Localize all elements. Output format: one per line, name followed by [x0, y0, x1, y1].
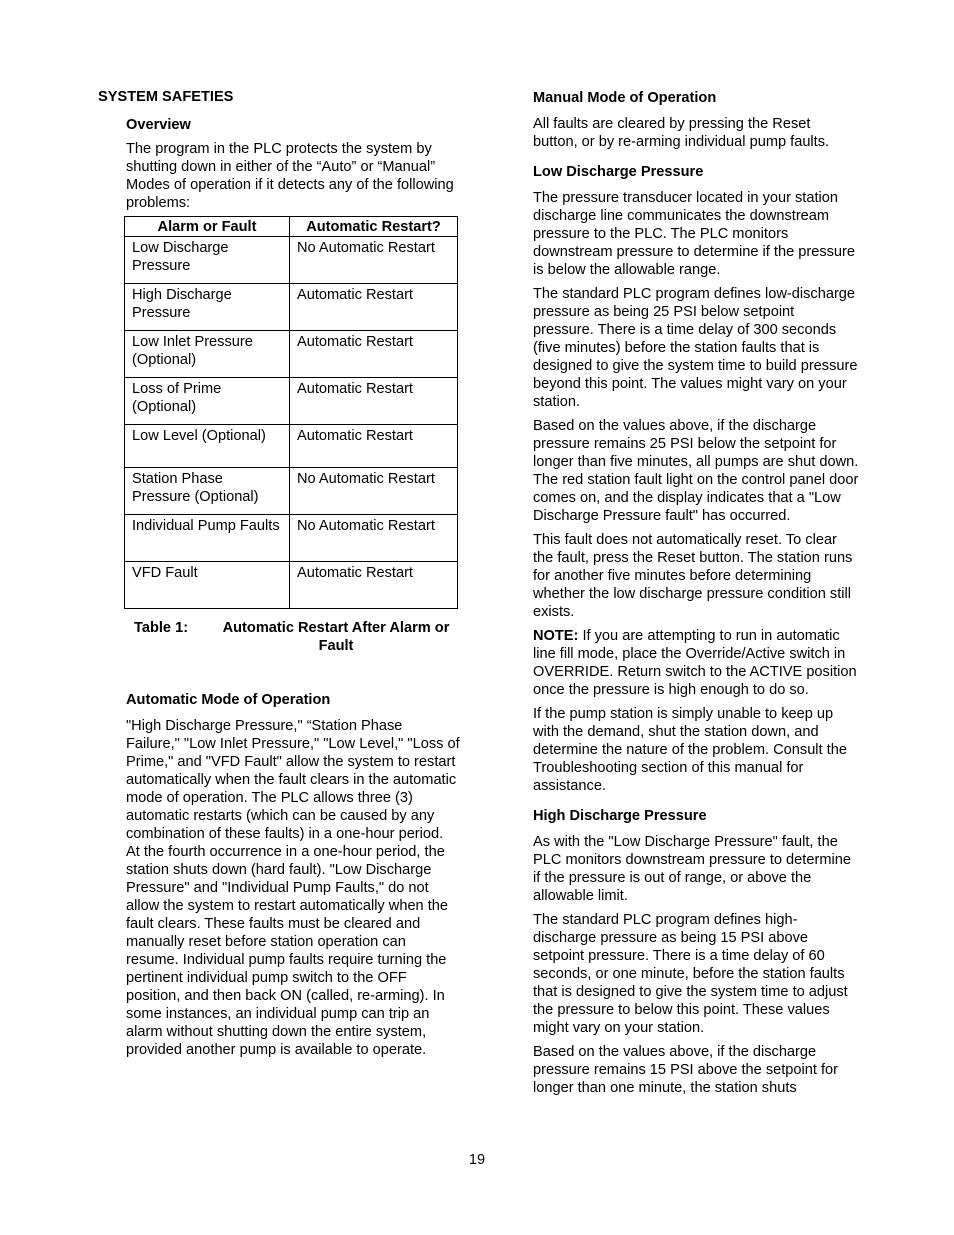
- note-paragraph: [533, 627, 859, 699]
- auto-mode-block: [126, 691, 460, 1059]
- page-number: 19: [468, 1152, 486, 1168]
- section-title: SYSTEM SAFETIES: [98, 89, 234, 105]
- manual-mode-heading: Manual Mode of Operation: [533, 90, 717, 106]
- table-caption-text: Automatic Restart After Alarm or Fault: [222, 620, 450, 654]
- table-cell-restart: Automatic Restart: [290, 425, 458, 468]
- table-caption: [126, 619, 460, 655]
- table-cell-restart: No Automatic Restart: [290, 468, 458, 515]
- left-column: [98, 88, 460, 1065]
- manual-mode-text: All faults are cleared by pressing the Reset button, or by re-arming individual pump faults.: [533, 116, 830, 150]
- overview-heading: Overview: [126, 117, 191, 133]
- table-cell-restart: Automatic Restart: [290, 378, 458, 425]
- table-cell-restart: No Automatic Restart: [290, 237, 458, 284]
- table-row: [125, 425, 458, 468]
- table-row: [125, 378, 458, 425]
- table-row: [125, 331, 458, 378]
- fault-table: [124, 216, 458, 609]
- table-cell-fault: High Discharge Pressure: [125, 284, 290, 331]
- right-column: [533, 89, 859, 1103]
- low-discharge-p5: If the pump station is simply unable to keep up with the demand, shut the station down, and determine the nature of the problem. Consult the Troubleshooting section of this manual for assistance.: [533, 706, 847, 794]
- table-cell-fault: Low Discharge Pressure: [125, 237, 290, 284]
- high-discharge-p3: Based on the values above, if the discharge pressure remains 15 PSI above the setpoint for longer than one minute, the station shuts: [533, 1044, 839, 1096]
- table-cell-restart: Automatic Restart: [290, 331, 458, 378]
- note-text: If you are attempting to run in automatic line fill mode, place the Override/Active switch in OVERRIDE. Return switch to the ACTIVE position once the pressure is high enough to do so.: [533, 628, 857, 698]
- low-discharge-p2: The standard PLC program defines low-discharge pressure as being 25 PSI below setpoint pressure. There is a time delay of 300 seconds (five minutes) before the station faults that is designed to give the system time to build pressure beyond this point. The values might vary on your station.: [533, 286, 858, 410]
- note-label: NOTE:: [533, 628, 579, 644]
- table-row: [125, 237, 458, 284]
- table-row: [125, 562, 458, 609]
- table-row: [125, 468, 458, 515]
- low-discharge-p4: This fault does not automatically reset. To clear the fault, press the Reset button. The station runs for another five minutes before determining whether the low discharge pressure condition still exists.: [533, 532, 853, 620]
- table-cell-restart: Automatic Restart: [290, 284, 458, 331]
- table-caption-label: Table 1:: [134, 620, 189, 636]
- table-cell-fault: Station Phase Pressure (Optional): [125, 468, 290, 515]
- table-row: [125, 515, 458, 562]
- overview-block: [126, 116, 460, 212]
- table-cell-fault: Low Level (Optional): [125, 425, 290, 468]
- table-cell-restart: Automatic Restart: [290, 562, 458, 609]
- high-discharge-p1: As with the "Low Discharge Pressure" fault, the PLC monitors downstream pressure to determine if the pressure is out of range, or above the allowable limit.: [533, 834, 851, 904]
- auto-mode-text: "High Discharge Pressure," “Station Phase Failure," "Low Inlet Pressure," "Low Level," "Loss of Prime," and "VFD Fault" allow the system to restart automatically when the fault clears in the automatic mode of operation. The PLC allows three (3) automatic restarts (which can be caused by any combination of these faults) in a one-hour period. At the fourth occurrence in a one-hour period, the station shuts down (hard fault). "Low Discharge Pressure" and "Individual Pump Faults," do not allow the system to restart automatically when the fault clears. These faults must be cleared and manually reset before station operation can resume. Individual pump faults require turning the pertinent individual pump switch to the OFF position, and then back ON (called, re-arming). In some instances, an individual pump can trip an alarm without shutting down the entire system, provided another pump is available to operate.: [126, 718, 460, 1058]
- auto-mode-heading: Automatic Mode of Operation: [126, 692, 331, 708]
- table-header-alarm: Alarm or Fault: [125, 217, 290, 237]
- high-discharge-heading: High Discharge Pressure: [533, 808, 707, 824]
- table-header-row: [125, 217, 458, 237]
- low-discharge-p3: Based on the values above, if the discharge pressure remains 25 PSI below the setpoint for longer than five minutes, all pumps are shut down. The red station fault light on the control panel door comes on, and the display indicates that a "Low Discharge Pressure fault" has occurred.: [533, 418, 859, 524]
- low-discharge-p1: The pressure transducer located in your station discharge line communicates the downstream pressure to the PLC. The PLC monitors downstream pressure to determine if the pressure is below the allowable range.: [533, 190, 856, 278]
- table-cell-restart: No Automatic Restart: [290, 515, 458, 562]
- overview-text: The program in the PLC protects the system by shutting down in either of the “Auto” or “Manual” Modes of operation if it detects any of the following problems:: [126, 141, 454, 211]
- table-cell-fault: Low Inlet Pressure (Optional): [125, 331, 290, 378]
- table-cell-fault: VFD Fault: [125, 562, 290, 609]
- low-discharge-heading: Low Discharge Pressure: [533, 164, 704, 180]
- high-discharge-p2: The standard PLC program defines high-discharge pressure as being 15 PSI above setpoint pressure. There is a time delay of 60 seconds, or one minute, before the station faults that is designed to give the system time to adjust the pressure to below this point. These values might vary on your station.: [533, 912, 848, 1036]
- table-cell-fault: Individual Pump Faults: [125, 515, 290, 562]
- table-row: [125, 284, 458, 331]
- table-header-restart: Automatic Restart?: [290, 217, 458, 237]
- table-cell-fault: Loss of Prime (Optional): [125, 378, 290, 425]
